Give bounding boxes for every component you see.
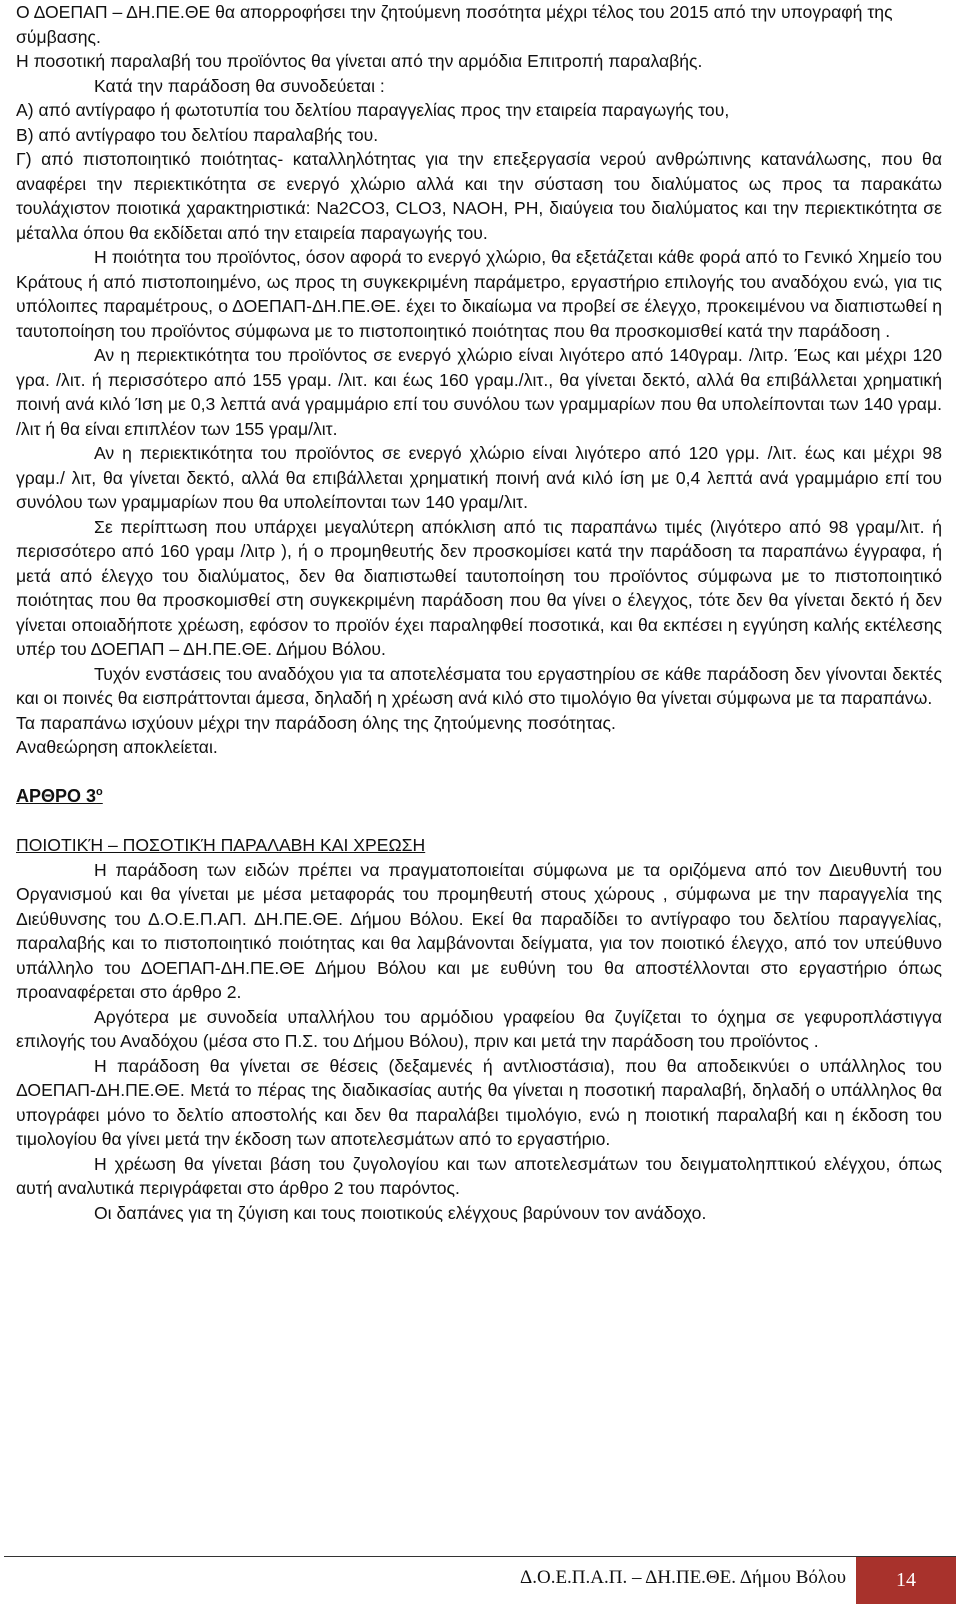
body-paragraph: Β) από αντίγραφο του δελτίου παραλαβής του. (16, 124, 379, 145)
body-paragraph: Α) από αντίγραφο ή φωτοτυπία του δελτίου παραγγελίας προς την εταιρεία παραγωγής του, (16, 100, 730, 120)
body-paragraph: Σε περίπτωση που υπάρχει μεγαλύτερη απόκλιση από τις παραπάνω τιμές (λιγότερο από 98 γραμ/λιτ. ή περισσότερο από 160 γραμ /λιτρ ), ή ο προμηθευτής δεν προσκομίσει κατά την παράδοση τα παραπάνω έγγραφα, ή μετά από έλεγχο του διαλύματος, δεν θα διαπιστωθεί ταυτοποίηση του προϊόντος σύμφωνα με το πιστοποιητικό ποιότητας που θα προσκομισθεί στη συγκεκριμένη παράδοση που θα γίνει ο έλεγχος, τότε δεν θα γίνεται δεκτό ή δεν γίνεται οποιαδήποτε χρέωση, εφόσον το προϊόν έχει παραληφθεί ποσοτικά, και θα εκπέσει η εγγύηση καλής εκτέλεσης υπέρ του ΔΟΕΠΑΠ – ΔΗ.ΠΕ.ΘΕ. Δήμου Βόλου. (16, 516, 942, 659)
article-paragraph: Η παράδοση των ειδών πρέπει να πραγματοποιείται σύμφωνα με τα οριζόμενα από τον Διευθυντή του Οργανισμού και θα γίνεται με μέσα μεταφοράς του προμηθευτή στους χώρους , σύμφωνα με την παραγγελία της Διεύθυνσης του Δ.Ο.Ε.Π.ΑΠ. ΔΗ.ΠΕ.ΘΕ. Δήμου Βόλου. Εκεί θα παραδίδει το αντίγραφο του δελτίου παραγγελίας, παραλαβής και το πιστοποιητικό ποιότητας και θα λαμβάνονται δείγματα, για τον ποιοτικό έλεγχο, από τον υπεύθυνο υπάλληλο του ΔΟΕΠΑΠ-ΔΗ.ΠΕ.ΘΕ Δήμου Βόλου και με ευθύνη του θα αποστέλλονται στο εργαστήριο όπως προαναφέρεται στο άρθρο 2. (16, 859, 942, 1002)
footer-divider (4, 1556, 956, 1557)
article-heading (16, 784, 942, 809)
article-paragraph: Αργότερα με συνοδεία υπαλλήλου του αρμόδιου γραφείου θα ζυγίζεται το όχημα σε γεφυροπλάστιγγα επιλογής του Αναδόχου (μέσα στο Π.Σ. του Δήμου Βόλου), πριν και μετά την παράδοση του προϊόντος . (16, 1006, 942, 1051)
body-paragraph: Η ποσοτική παραλαβή του προϊόντος θα γίνεται από την αρμόδια Επιτροπή παραλαβής. (16, 51, 703, 71)
body-paragraph: Αν η περιεκτικότητα του προϊόντος σε ενεργό χλώριο είναι λιγότερο από 120 γρμ. /λιτ. έως και μέχρι 98 γραμ./ λιτ, θα γίνεται δεκτό, αλλά θα επιβάλλεται χρηματική ποινή ανά κιλό ίση με 0,4 λεπτά ανά γραμμάριο επί του συνόλου των γραμμαρίων που θα υπολείπονται των 140 γραμ/λιτ. (16, 443, 942, 512)
body-paragraph: Τυχόν ενστάσεις του αναδόχου για τα αποτελέσματα του εργαστηρίου σε κάθε παράδοση δεν γίνονται δεκτές και οι ποινές θα εισπράττονται άμεσα, δηλαδή η χρέωση ανά κιλό στο τιμολόγιο θα γίνεται σύμφωνα με τα παραπάνω. (16, 663, 942, 708)
article-heading-superscript: ο (96, 786, 103, 798)
article-paragraph: Η παράδοση θα γίνεται σε θέσεις (δεξαμενές ή αντλιοστάσια), που θα αποδεικνύει ο υπάλληλος του ΔΟΕΠΑΠ-ΔΗ.ΠΕ.ΘΕ. Μετά το πέρας της διαδικασίας αυτής θα γίνεται η ποσοτική παραλαβή, δηλαδή ο υπάλληλος θα υπογράφει μόνο το δελτίο αποστολής και δεν θα παραλάβει τιμολόγιο, ενώ η ποιοτική παραλαβή και η έκδοση του τιμολογίου θα γίνει μετά την έκδοση των αποτελεσμάτων από το εργαστήριο. (16, 1055, 942, 1149)
page-number-badge: 14 (856, 1557, 956, 1604)
body-paragraph: Αν η περιεκτικότητα του προϊόντος σε ενεργό χλώριο είναι λιγότερο από 140γραμ. /λιτρ. Έως και μέχρι 120 γρα. /λιτ. ή περισσότερο από 155 γραμ. /λιτ. και έως 160 γραμ./λιτ., θα γίνεται δεκτό, αλλά θα επιβάλλεται χρηματική ποινή ανά κιλό Ίση με 0,3 λεπτά ανά γραμμάριο επί του συνόλου των γραμμαρίων που θα υπολείπονται των 140 γραμ. /λιτ ή θα είναι επιπλέον των 155 γραμ/λιτ. (16, 345, 942, 439)
body-paragraph: Τα παραπάνω ισχύουν μέχρι την παράδοση όλης της ζητούμενης ποσότητας. (16, 712, 616, 733)
spacer (16, 809, 942, 834)
body-paragraph: Γ) από πιστοποιητικό ποιότητας- καταλληλότητας για την επεξεργασία νερού ανθρώπινης κατανάλωσης, που θα αναφέρει την περιεκτικότητα σε ενεργό χλώριο αλλά και την σύσταση του διαλύματος ως προς τα παρακάτω τουλάχιστον ποιοτικά χαρακτηριστικά: Na2CO3, CLO3, NAOH, PH, διαύγεια του διαλύματος και την περιεκτικότητα σε μέταλλα όπου θα εκδίδεται από την εταιρεία παραγωγής του. (16, 149, 942, 243)
footer-organization: Δ.Ο.Ε.Π.Α.Π. – ΔΗ.ΠΕ.ΘΕ. Δήμου Βόλου (520, 1567, 846, 1588)
article-paragraph: Οι δαπάνες για τη ζύγιση και τους ποιοτικούς ελέγχους βαρύνουν τον ανάδοχο. (94, 1202, 707, 1223)
body-paragraph: Η ποιότητα του προϊόντος, όσον αφορά το ενεργό χλώριο, θα εξετάζεται κάθε φορά από το Γενικό Χημείο του Κράτους ή από πιστοποιημένο, ως προς τη συγκεκριμένη παράμετρο, εργαστήριο επιλογής του αναδόχου ενώ, για τις υπόλοιπες παραμέτρους, ο ΔΟΕΠΑΠ-ΔΗ.ΠΕ.ΘΕ. έχει το δικαίωμα να προβεί σε έλεγχο, προκειμένου να διαπιστωθεί η ταυτοποίηση του προϊόντος σύμφωνα με το πιστοποιητικό ποιότητας που θα προσκομισθεί κατά την παράδοση . (16, 247, 942, 341)
body-paragraph: Αναθεώρηση αποκλείεται. (16, 737, 218, 757)
body-paragraph: Ο ΔΟΕΠΑΠ – ΔΗ.ΠΕ.ΘΕ θα απορροφήσει την ζητούμενη ποσότητα μέχρι τέλος του 2015 από την υπογραφή της σύμβασης. (16, 2, 893, 47)
article-paragraph: Η χρέωση θα γίνεται βάση του ζυγολογίου και των αποτελεσμάτων του δειγματοληπτικού ελέγχου, όπως αυτή αναλυτικά περιγράφεται στο άρθρο 2 του παρόντος. (16, 1153, 942, 1198)
body-paragraph: Κατά την παράδοση θα συνοδεύεται : (94, 75, 385, 96)
document-page (16, 0, 942, 1225)
spacer (16, 760, 942, 785)
article-subheading: ΠΟΙΟΤΙΚΉ – ΠΟΣΟΤΙΚΉ ΠΑΡΑΛΑΒΗ ΚΑΙ ΧΡΕΩΣΗ (16, 835, 426, 855)
article-heading-text: ΑΡΘΡΟ 3 (16, 786, 97, 806)
